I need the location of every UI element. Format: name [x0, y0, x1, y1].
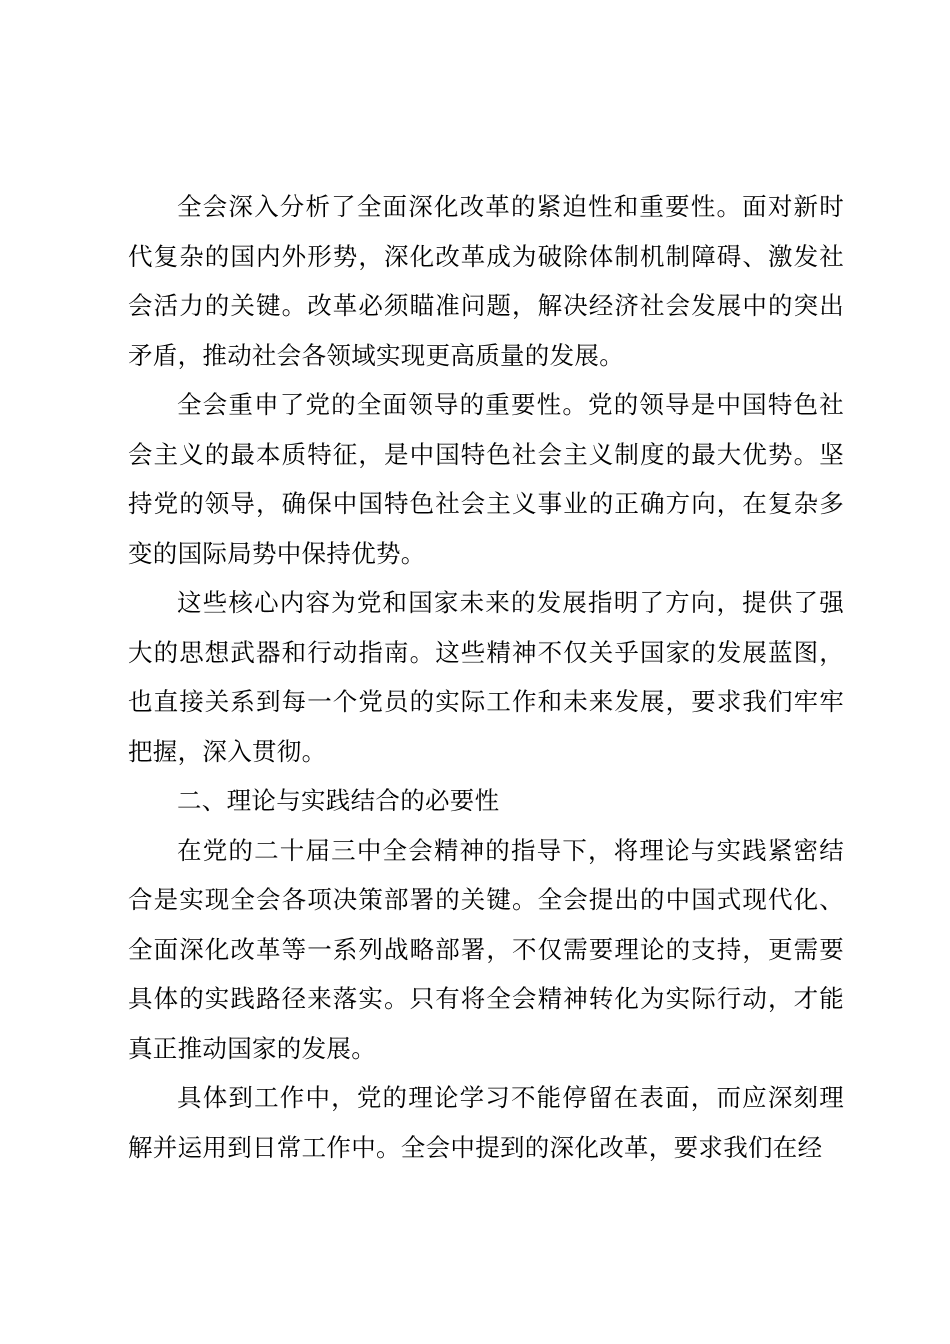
paragraph-4: 在党的二十届三中全会精神的指导下，将理论与实践紧密结合是实现全会各项决策部署的关键。全会提出的中国式现代化、全面深化改革等一系列战略部署，不仅需要理论的支持，更需要具体的实践路径来落实。只有将全会精神转化为实际行动，才能真正推动国家的发展。: [128, 835, 844, 1063]
section-heading: 二、理论与实践结合的必要性: [177, 786, 500, 815]
document-page: [128, 182, 844, 1172]
paragraph-2: 全会重申了党的全面领导的重要性。党的领导是中国特色社会主义的最本质特征，是中国特色社会主义制度的最大优势。坚持党的领导，确保中国特色社会主义事业的正确方向，在复杂多变的国际局势中保持优势。: [128, 390, 844, 568]
paragraph-5: 具体到工作中，党的理论学习不能停留在表面，而应深刻理解并运用到日常工作中。全会中提到的深化改革，要求我们在经: [128, 1083, 844, 1162]
paragraph-3: 这些核心内容为党和国家未来的发展指明了方向，提供了强大的思想武器和行动指南。这些精神不仅关乎国家的发展蓝图，也直接关系到每一个党员的实际工作和未来发展，要求我们牢牢把握，深入贯彻。: [128, 588, 844, 766]
paragraph-1: 全会深入分析了全面深化改革的紧迫性和重要性。面对新时代复杂的国内外形势，深化改革成为破除体制机制障碍、激发社会活力的关键。改革必须瞄准问题，解决经济社会发展中的突出矛盾，推动社会各领域实现更高质量的发展。: [128, 192, 844, 370]
